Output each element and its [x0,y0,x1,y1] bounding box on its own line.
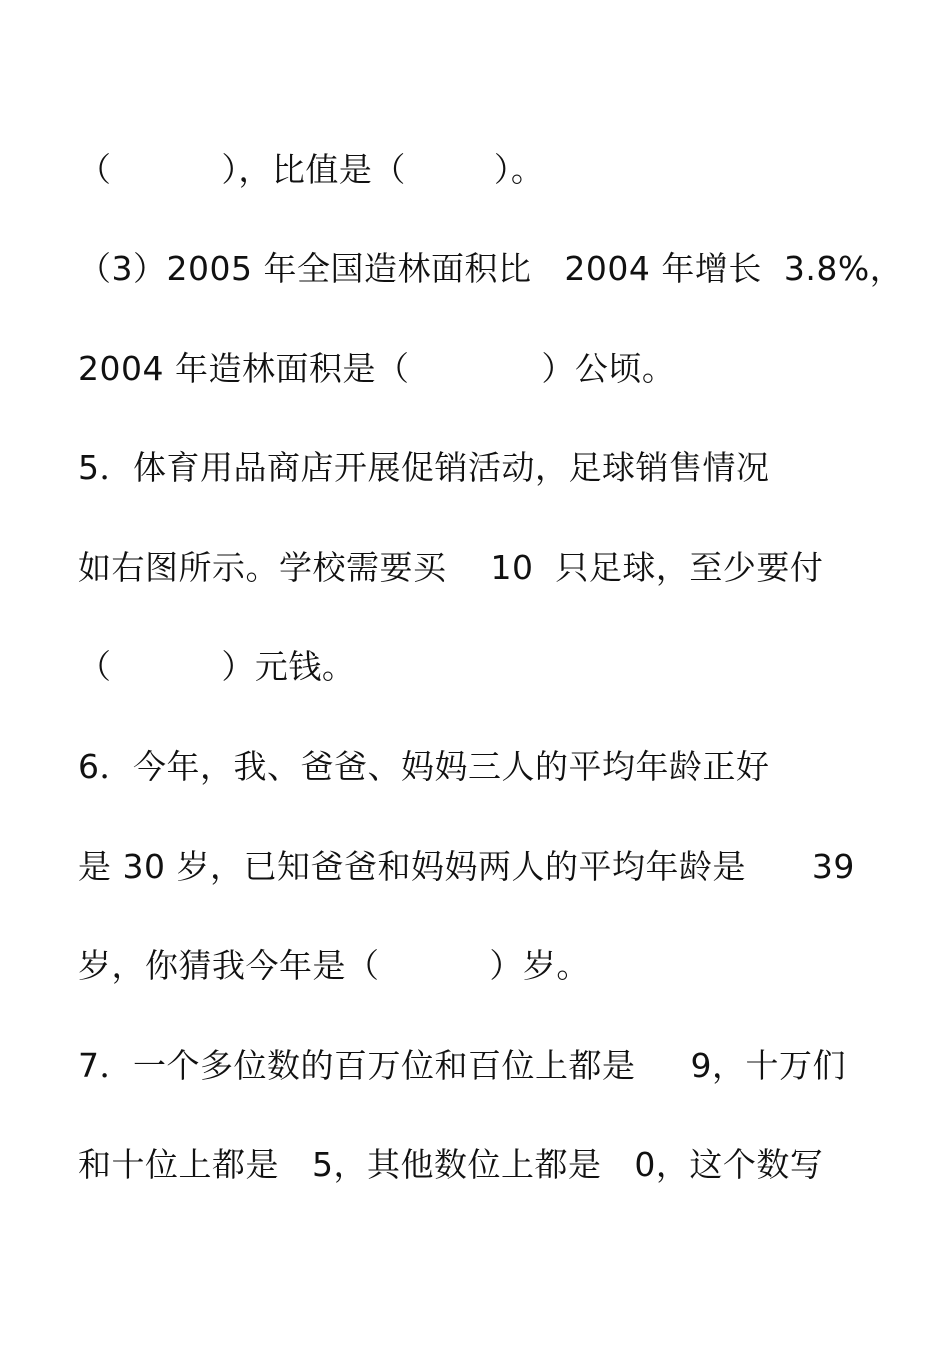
question-5-line-2: 如右图所示。学校需要买 10 只足球，至少要付 [78,548,824,587]
text-line-1: （ ），比值是（ ）。 [78,150,545,189]
question-6-line-2: 是 30 岁，已知爸爸和妈妈两人的平均年龄是 39 [78,847,855,886]
question-5-line-3: （ ）元钱。 [78,647,356,686]
question-7-line-2: 和十位上都是 5，其他数位上都是 0，这个数写 [78,1145,824,1184]
question-6-line-3: 岁，你猜我今年是（ ）岁。 [78,946,590,985]
text-line-2: （3）2005 年全国造林面积比 2004 年增长 3.8%， [78,249,904,288]
question-5-line-1: 5．体育用品商店开展促销活动，足球销售情况 [78,448,770,487]
question-7-line-1: 7．一个多位数的百万位和百位上都是 9，十万们 [78,1046,846,1085]
text-line-3: 2004 年造林面积是（ ）公顷。 [78,349,676,388]
question-6-line-1: 6．今年，我、爸爸、妈妈三人的平均年龄正好 [78,747,770,786]
